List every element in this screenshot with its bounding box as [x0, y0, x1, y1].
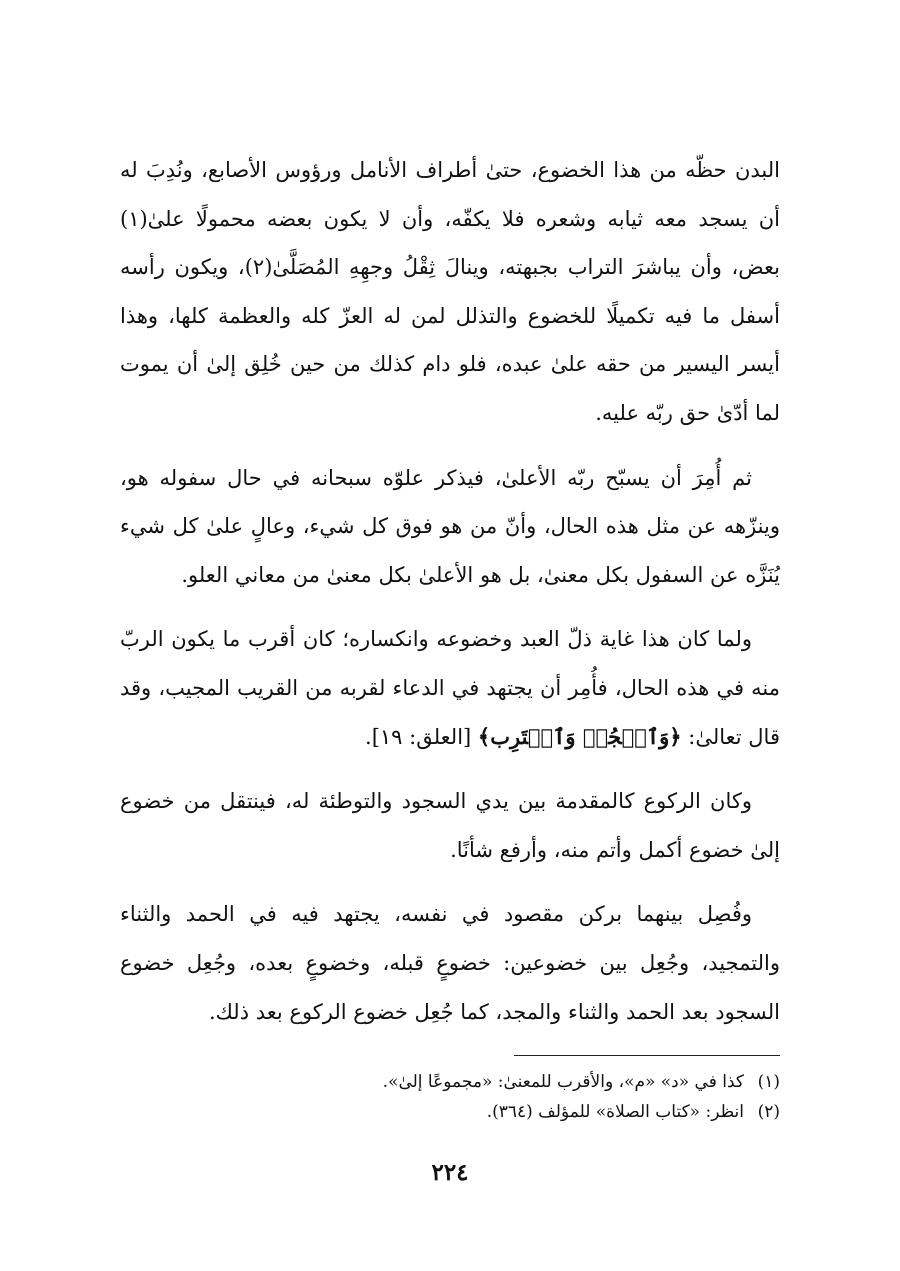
footnote-text: كذا في «د» «م»، والأقرب للمعنىٰ: «مجموعًا إلىٰ».	[382, 1072, 744, 1092]
footnote-text: انظر: «كتاب الصلاة» للمؤلف (٣٦٤).	[486, 1102, 744, 1122]
verse-reference: [العلق: ١٩].	[365, 724, 478, 749]
footnotes	[120, 1067, 780, 1127]
paragraph-3-text: ولما كان هذا غاية ذلّ العبد وخضوعه وانكساره؛ كان أقرب ما يكون الربّ منه في هذه الحال، فأُمِر أن يجتهد في الدعاء لقربه من القريب المجيب، وقد قال تعالىٰ:	[120, 627, 780, 749]
footnote-number: (٢)	[757, 1102, 780, 1122]
paragraph-1: البدن حظّه من هذا الخضوع، حتىٰ أطراف الأنامل ورؤوس الأصابع، ونُدِبَ له أن يسجد معه ثيابه وشعره فلا يكفّه، وأن لا يكون بعضه محمولًا علىٰ(١) بعض، وأن يباشرَ التراب بجبهته، وينالَ ثِقْلُ وجهِهِ المُصَلَّىٰ(٢)، ويكون رأسه أسفل ما فيه تكميلًا للخضوع والتذلل لمن له العزّ كله والعظمة كلها، وهذا أيسر اليسير من حقه علىٰ عبده، فلو دام كذلك من حين خُلِق إلىٰ أن يموت لما أدّىٰ حق ربّه عليه.	[120, 158, 780, 425]
paragraph-2: ثم أُمِرَ أن يسبّح ربّه الأعلىٰ، فيذكر علوّه سبحانه في حال سفوله هو، وينزّهه عن مثل هذه الحال، وأنّ من هو فوق كل شيء، وعالٍ علىٰ كل شيء يُنَزَّه عن السفول بكل معنىٰ، بل هو الأعلىٰ بكل معنىٰ من معاني العلو.	[120, 465, 780, 587]
paragraph-5: وفُصِل بينهما بركن مقصود في نفسه، يجتهد فيه في الحمد والثناء والتمجيد، وجُعِل بين خضوعين: خضوعٍ قبله، وخضوعٍ بعده، وجُعِل خضوع السجود بعد الحمد والثناء والمجد، كما جُعِل خضوع الركوع بعد ذلك.	[120, 902, 780, 1024]
paragraph-3	[120, 615, 780, 761]
footnote-1	[120, 1067, 780, 1097]
footnote-number: (١)	[757, 1072, 780, 1092]
main-text	[120, 146, 780, 1052]
paragraph-4: وكان الركوع كالمقدمة بين يدي السجود والتوطئة له، فينتقل من خضوع إلىٰ خضوع أكمل وأتم منه، وأرفع شأنًا.	[120, 789, 780, 862]
footnote-2	[120, 1097, 780, 1127]
quran-verse: ﴿وَٱسۡجُدۡ وَٱقۡتَرِب﴾	[477, 723, 682, 749]
page-number: ٢٢٤	[431, 1159, 469, 1186]
footnote-separator	[514, 1055, 780, 1056]
